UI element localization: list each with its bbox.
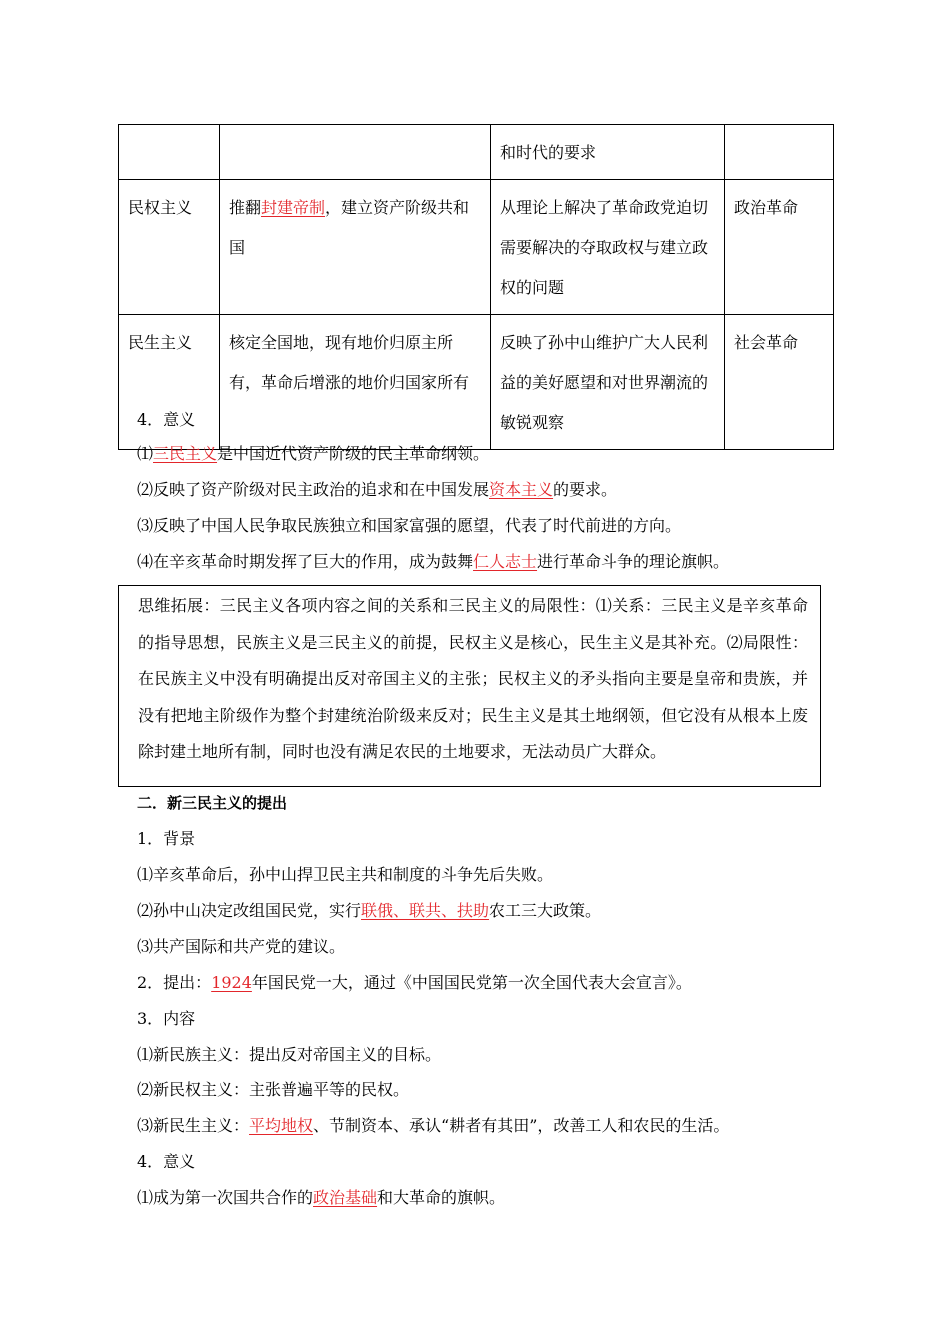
text-segment: 反映了中国人民争取民族独立和国家富强的愿望，代表了时代前进的方向。 bbox=[153, 516, 682, 535]
highlighted-term: 1924 bbox=[211, 973, 252, 992]
highlighted-term: 资本主义 bbox=[489, 480, 554, 499]
item-number: ⑷ bbox=[137, 552, 154, 571]
highlighted-term: 平均地权 bbox=[249, 1116, 314, 1135]
text-segment: 进行革命斗争的理论旗帜。 bbox=[537, 552, 730, 571]
table-cell-nature: 社会革命 bbox=[725, 315, 834, 450]
highlighted-term: 联俄、联共、扶助 bbox=[361, 901, 490, 920]
table-cell bbox=[119, 125, 220, 180]
table-cell: 和时代的要求 bbox=[491, 125, 725, 180]
highlighted-term: 政治基础 bbox=[313, 1188, 378, 1207]
table-cell-evaluation: 反映了孙中山维护广大人民利益的美好愿望和对世界潮流的敏锐观察 bbox=[491, 315, 725, 450]
background-item bbox=[137, 901, 601, 921]
thinking-extension-box: 思维拓展：三民主义各项内容之间的关系和三民主义的局限性：⑴关系：三民主义是辛亥革命的指导思想，民族主义是三民主义的前提，民权主义是核心，民生主义是其补充。⑵局限性：在民族主义中没有明确提出反对帝国主义的主张；民权主义的矛头指向主要是皇帝和贵族，并没有把地主阶级作为整个封建统治阶级来反对；民生主义是其土地纲领，但它没有从根本上废除封建土地所有制，同时也没有满足农民的土地要求，无法动员广大群众。 bbox=[118, 585, 821, 787]
text-segment: 2．提出： bbox=[137, 973, 212, 992]
table-row bbox=[119, 125, 834, 180]
text-segment: 年国民党一大，通过《中国国民党第一次全国代表大会宣言》。 bbox=[251, 973, 692, 992]
significance-item bbox=[137, 444, 489, 464]
significance-title: 4．意义 bbox=[137, 1152, 196, 1171]
text-segment: ⑶新民生主义： bbox=[137, 1116, 250, 1135]
highlighted-term: 封建帝制 bbox=[261, 198, 326, 217]
text-segment: ⑴成为第一次国共合作的 bbox=[137, 1188, 314, 1207]
item-number: ⑵ bbox=[137, 480, 154, 499]
proposal-line bbox=[137, 973, 692, 993]
table-cell bbox=[725, 125, 834, 180]
table-cell bbox=[220, 125, 491, 180]
text-segment: 的要求。 bbox=[553, 480, 618, 499]
table-cell-evaluation: 从理论上解决了革命政党迫切需要解决的夺取政权与建立政权的问题 bbox=[491, 180, 725, 315]
table-cell-principle: 民生主义 bbox=[119, 315, 220, 450]
significance-item bbox=[137, 1188, 505, 1208]
item-number: ⑴ bbox=[137, 444, 154, 463]
background-title: 1．背景 bbox=[137, 829, 196, 848]
highlighted-term: 仁人志士 bbox=[473, 552, 538, 571]
significance-title: 4．意义 bbox=[137, 410, 196, 429]
text-segment: 推翻 bbox=[229, 198, 262, 217]
text-segment: 反映了资产阶级对民主政治的追求和在中国发展 bbox=[153, 480, 490, 499]
text-segment: ⑵孙中山决定改组国民党，实行 bbox=[137, 901, 362, 920]
highlighted-term: 三民主义 bbox=[153, 444, 218, 463]
background-item: ⑶共产国际和共产党的建议。 bbox=[137, 937, 346, 956]
significance-item bbox=[137, 480, 617, 500]
text-segment: 农工三大政策。 bbox=[489, 901, 602, 920]
table-cell-content bbox=[220, 180, 491, 315]
three-principles-table bbox=[118, 124, 834, 450]
significance-item bbox=[137, 552, 729, 572]
section-heading: 二．新三民主义的提出 bbox=[137, 794, 288, 812]
text-segment: ，建立资产阶级共和国 bbox=[229, 198, 470, 257]
table-cell-principle: 民权主义 bbox=[119, 180, 220, 315]
text-segment: 、节制资本、承认“耕者有其田”，改善工人和农民的生活。 bbox=[313, 1116, 730, 1135]
text-segment: 和大革命的旗帜。 bbox=[377, 1188, 506, 1207]
table-cell-content: 核定全国地，现有地价归原主所有，革命后增涨的地价归国家所有 bbox=[220, 315, 491, 450]
significance-item bbox=[137, 516, 681, 536]
content-item: ⑵新民权主义：主张普遍平等的民权。 bbox=[137, 1080, 410, 1099]
background-item: ⑴辛亥革命后，孙中山捍卫民主共和制度的斗争先后失败。 bbox=[137, 865, 554, 884]
table-row bbox=[119, 315, 834, 450]
text-segment: 在辛亥革命时期发挥了巨大的作用，成为鼓舞 bbox=[153, 552, 474, 571]
content-title: 3．内容 bbox=[137, 1009, 196, 1028]
content-item: ⑴新民族主义：提出反对帝国主义的目标。 bbox=[137, 1045, 442, 1064]
item-number: ⑶ bbox=[137, 516, 154, 535]
table-row bbox=[119, 180, 834, 315]
table-cell-nature: 政治革命 bbox=[725, 180, 834, 315]
text-segment: 是中国近代资产阶级的民主革命纲领。 bbox=[217, 444, 490, 463]
content-item bbox=[137, 1116, 729, 1136]
